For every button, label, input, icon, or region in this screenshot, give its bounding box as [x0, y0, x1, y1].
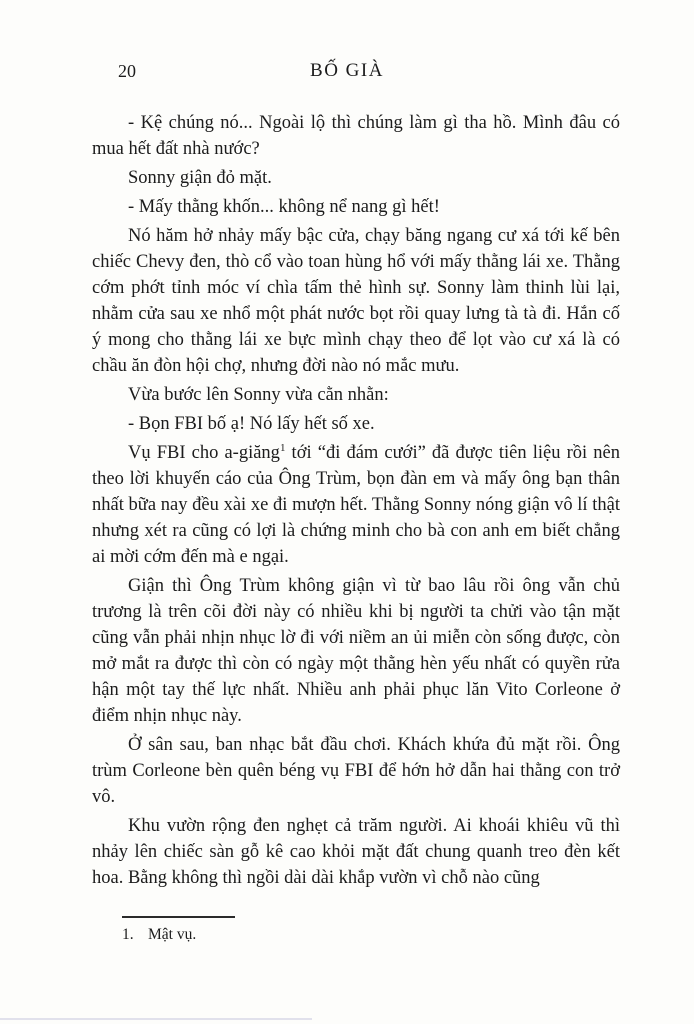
paragraph [92, 440, 620, 570]
running-title: BỐ GIÀ [310, 60, 384, 81]
paragraph [92, 382, 620, 408]
paragraph-text: Vừa bước lên Sonny vừa cằn nhằn: [128, 385, 389, 405]
paragraph [92, 732, 620, 810]
paragraph [92, 194, 620, 220]
paragraph-text: Sonny giận đỏ mặt. [128, 168, 272, 188]
body-text [92, 110, 620, 894]
footnote-block [122, 916, 235, 945]
paragraph [92, 223, 620, 379]
paragraph [92, 165, 620, 191]
paragraph [92, 110, 620, 162]
paragraph [92, 411, 620, 437]
paragraph-text: Giận thì Ông Trùm không giận vì từ bao lâu rồi ông vẫn chủ trương là trên cõi đời này có nhiều khi bị người ta chửi vào tận mặt cũng vẫn phải nhịn nhục lờ đi với niềm an ủi miễn còn sống được, còn mở mắt ra được thì còn có ngày một thằng hèn yếu nhất có quyền rửa hận một tay thế lực nhất. Nhiều anh phải phục lăn Vito Corleone ở điểm nhịn nhục này. [92, 576, 620, 726]
paragraph [92, 813, 620, 891]
paragraph-text: - Kệ chúng nó... Ngoài lộ thì chúng làm gì tha hồ. Mình đâu có mua hết đất nhà nước? [92, 113, 620, 159]
paragraph-text: Ở sân sau, ban nhạc bắt đầu chơi. Khách khứa đủ mặt rồi. Ông trùm Corleone bèn quên béng vụ FBI để hớn hở dẫn hai thằng con trở vô. [92, 735, 620, 807]
paragraph-text: Vụ FBI cho a-giăng [128, 443, 280, 463]
footnote-text: Mật vụ. [148, 926, 197, 943]
footnote [122, 925, 235, 945]
footnote-marker: 1. [122, 926, 134, 943]
page-number: 20 [118, 61, 136, 81]
paragraph [92, 573, 620, 729]
footnote-separator [122, 916, 235, 918]
paragraph-text: tới “đi đám cưới” đã được tiên liệu rồi nên theo lời khuyến cáo của Ông Trùm, bọn đàn em và mấy ông bạn thân nhất bữa nay đều xài xe đi mượn hết. Thằng Sonny nóng giận vô lí thật nhưng xét ra cũng có lợi là chứng minh cho bà con anh em biết chẳng ai mời cớm đến mà e ngại. [92, 443, 620, 567]
paragraph-text: Khu vườn rộng đen nghẹt cả trăm người. Ai khoái khiêu vũ thì nhảy lên chiếc sàn gỗ kê cao khỏi mặt đất chung quanh treo đèn kết hoa. Bằng không thì ngồi dài dài khắp vườn vì chỗ nào cũng [92, 816, 620, 888]
page-header [0, 60, 694, 84]
footnote-ref: 1 [279, 441, 286, 454]
scan-edge-artifact [0, 1018, 312, 1020]
paragraph-text: - Bọn FBI bố ạ! Nó lấy hết số xe. [128, 414, 375, 434]
paragraph-text: Nó hăm hở nhảy mấy bậc cửa, chạy băng ngang cư xá tới kế bên chiếc Chevy đen, thò cổ vào toan hùng hổ với mấy thằng lái xe. Thằng cớm phớt tỉnh móc ví chìa tấm thẻ hình sự. Sonny làm thinh lùi lại, nhằm cửa sau xe nhổ một phát nước bọt rồi quay lưng tà tà đi. Hắn cố ý mong cho thằng lái xe bực mình chạy theo để lọt vào cư xá là có chầu ăn đòn hội chợ, nhưng đời nào nó mắc mưu. [92, 226, 620, 376]
paragraph-text: - Mấy thằng khốn... không nể nang gì hết! [128, 197, 440, 217]
